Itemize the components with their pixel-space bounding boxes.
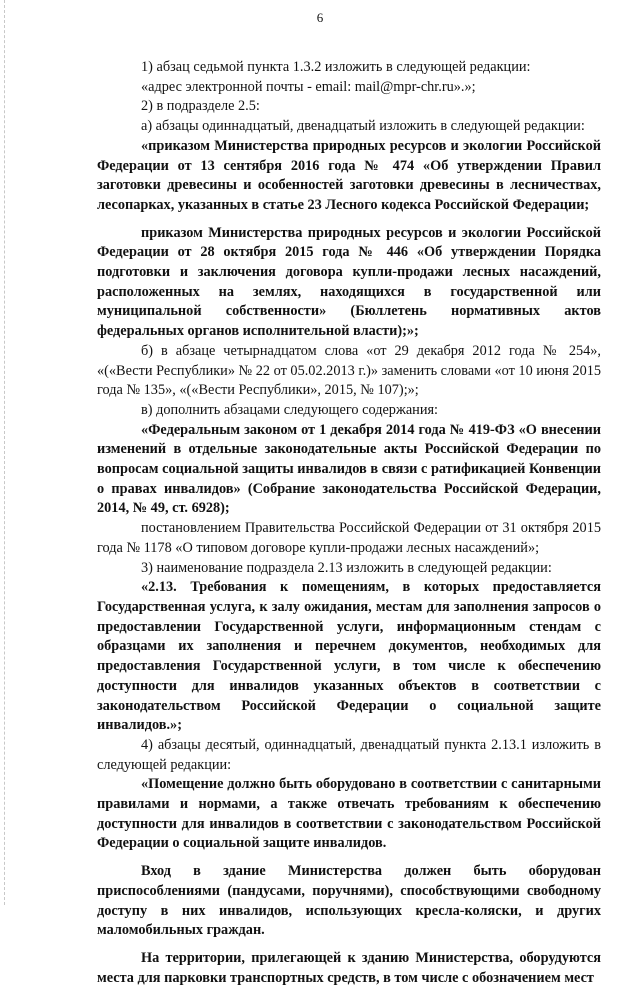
paragraph-16: На территории, прилегающей к зданию Министерства, оборудуются места для парковки транспортных средств, в том числе с обозначением мест — [97, 949, 601, 986]
paragraph-2: «адрес электронной почты - email: mail@mpr-chr.ru».»; — [141, 78, 476, 95]
paragraph-1: 1) абзац седьмой пункта 1.3.2 изложить в следующей редакции: — [141, 59, 531, 75]
paragraph-8: в) дополнить абзацами следующего содержания: — [141, 401, 439, 418]
paragraph-11: 3) наименование подраздела 2.13 изложить в следующей редакции: — [141, 559, 552, 576]
paragraph-13: 4) абзацы десятый, одиннадцатый, двенадцатый пункта 2.13.1 изложить в следующей редакции: — [97, 736, 601, 773]
paragraph-7: б) в абзаце четырнадцатом слова «от 29 декабря 2012 года № 254», «(«Вести Республики» № 22 от 05.02.2013 г.)» заменить словами «от 10 июня 2015 года № 135», «(«Вести Республики», 2015, № 107);»; — [97, 342, 602, 399]
paragraph-15: Вход в здание Министерства должен быть оборудован приспособлениями (пандусами, поручнями), способствующими свободному доступу в них инвалидов, использующих кресла-коляски, и других маломобильных граждан. — [97, 863, 601, 939]
paragraph-9: «Федеральным законом от 1 декабря 2014 года № 419-ФЗ «О внесении изменений в отдельные законодательные акты Российской Федерации по вопросам социальной защиты инвалидов в связи с ратификацией Конвенции о правах инвалидов» (Собрание законодательства Российской Федерации, 2014, № 49, ст. 6928); — [97, 421, 601, 517]
document-body — [97, 58, 601, 988]
paragraph-4: а) абзацы одиннадцатый, двенадцатый изложить в следующей редакции: — [141, 118, 585, 135]
scan-edge-line — [4, 0, 5, 905]
paragraph-12: «2.13. Требования к помещениям, в которых предоставляется Государственная услуга, к залу ожидания, местам для заполнения запросов о предоставлении Государственной услуги, информационным стендам с образцами их заполнения и перечнем документов, необходимых для предоставления Государственной услуги, в том числе к обеспечению доступности для инвалидов указанных объектов в соответствии с законодательством Российской Федерации о социальной защите инвалидов.»; — [97, 579, 601, 734]
paragraph-10: постановлением Правительства Российской Федерации от 31 октября 2015 года № 1178 «О типовом договоре купли-продажи лесных насаждений»; — [97, 520, 601, 556]
paragraph-5: «приказом Министерства природных ресурсов и экологии Российской Федерации от 13 сентября 2016 года № 474 «Об утверждении Правил заготовки древесины и особенностей заготовки древесины в лесничествах, лесопарках, указанных в статье 23 Лесного кодекса Российской Федерации; — [97, 137, 601, 213]
paragraph-6: приказом Министерства природных ресурсов и экологии Российской Федерации от 28 октября 2015 года № 446 «Об утверждении Порядка подготовки и заключения договора купли-продажи лесных насаждений, расположенных на землях, находящихся в государственной или муниципальной собственности» (Бюллетень нормативных актов федеральных органов исполнительной власти);»; — [97, 224, 601, 340]
paragraph-3: 2) в подразделе 2.5: — [141, 98, 260, 115]
paragraph-14: «Помещение должно быть оборудовано в соответствии с санитарными правилами и нормами, а также отвечать требованиям к обеспечению доступности для инвалидов в соответствии с законодательством Российской Федерации о социальной защите инвалидов. — [97, 776, 601, 852]
page-number: 6 — [316, 10, 324, 25]
